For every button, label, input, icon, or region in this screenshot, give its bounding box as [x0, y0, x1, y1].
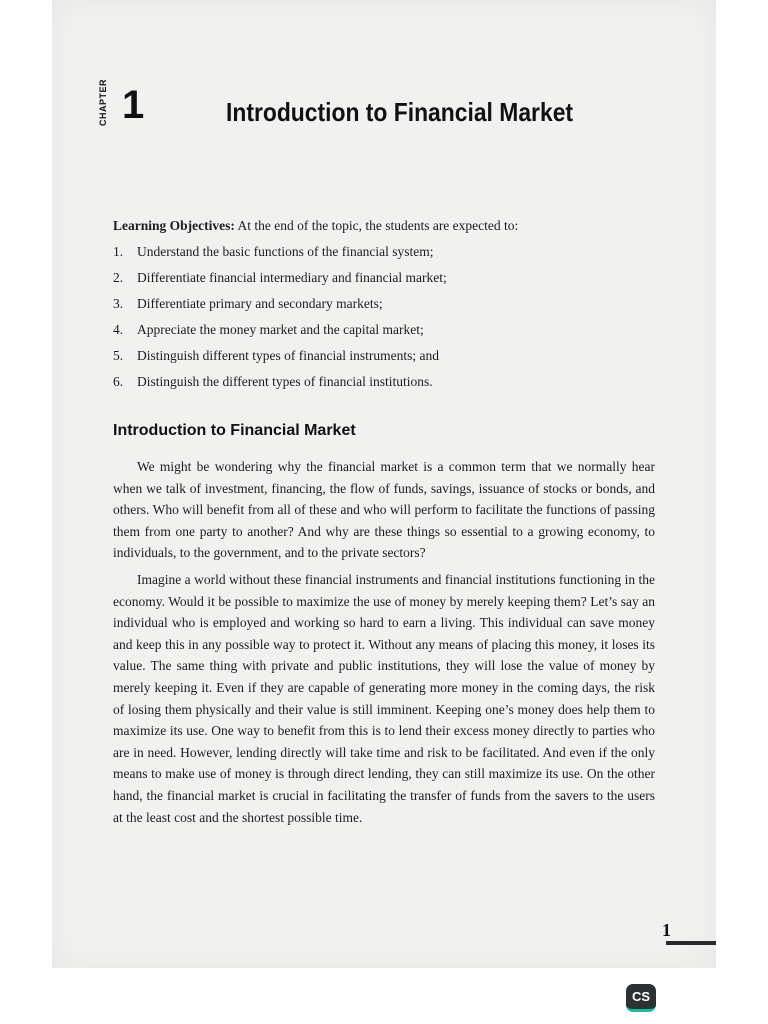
camscanner-badge-icon: CS: [626, 984, 656, 1012]
objective-text: Differentiate primary and secondary markets;: [137, 296, 383, 311]
objective-text: Differentiate financial intermediary and financial market;: [137, 270, 447, 285]
objective-number: 3.: [113, 296, 124, 311]
objective-number: 2.: [113, 270, 124, 285]
objective-text: Appreciate the money market and the capital market;: [137, 322, 424, 337]
objective-item: [113, 239, 658, 265]
objective-item: [113, 265, 658, 291]
page-number-rule: [666, 941, 716, 945]
chapter-number: 1: [122, 83, 145, 127]
learning-objectives: [113, 213, 658, 395]
objective-item: [113, 343, 658, 369]
objective-number: 4.: [113, 322, 124, 337]
objectives-intro: [113, 213, 658, 239]
objectives-intro-text: At the end of the topic, the students are expected to:: [234, 218, 519, 233]
body-paragraph: We might be wondering why the financial market is a common term that we normally hear when we talk of investment, financing, the flow of funds, savings, issuance of stocks or bonds, and others. Who will benefit from all of these and who will perform to facilitate the functions of passing them from one party to another? And why are these things so essential to a growing economy, to individuals, to the government, and to the private sectors?: [113, 459, 655, 561]
section-body: [113, 456, 655, 833]
objective-text: Distinguish different types of financial instruments; and: [137, 348, 439, 363]
page-number: 1: [662, 920, 671, 940]
chapter-label: CHAPTER: [98, 78, 108, 126]
objective-number: 5.: [113, 348, 124, 363]
objective-item: [113, 369, 658, 395]
objective-item: [113, 291, 658, 317]
section-heading: Introduction to Financial Market: [113, 422, 356, 439]
chapter-title: Introduction to Financial Market: [226, 97, 574, 127]
objective-number: 1.: [113, 244, 124, 259]
objective-text: Understand the basic functions of the financial system;: [137, 244, 434, 259]
objective-number: 6.: [113, 374, 124, 389]
objective-text: Distinguish the different types of financial institutions.: [137, 374, 433, 389]
objective-item: [113, 317, 658, 343]
objectives-lead: Learning Objectives:: [113, 218, 235, 233]
objectives-list: [113, 239, 658, 395]
body-paragraph: Imagine a world without these financial instruments and financial institutions functioning in the economy. Would it be possible to maximize the use of money by merely keeping them? Let’s say an individual who is employed and working so hard to earn a living. This individual can save money and keep this in any possible way to protect it. Without any means of placing this money, it loses its value. The same thing with private and public institutions, they will lose the value of money by merely keeping it. Even if they are capable of generating more money in the coming days, the risk of losing them physically and their value is still imminent. Keeping one’s money does help them to maximize its use. One way to benefit from this is to lend their excess money directly to parties who are in need. However, lending directly will take time and risk to be facilitated. And even if the only means to make use of money is through direct lending, they can still maximize its use. On the other hand, the financial market is crucial in facilitating the transfer of funds from the savers to the users at the least cost and the shortest possible time.: [113, 571, 655, 825]
